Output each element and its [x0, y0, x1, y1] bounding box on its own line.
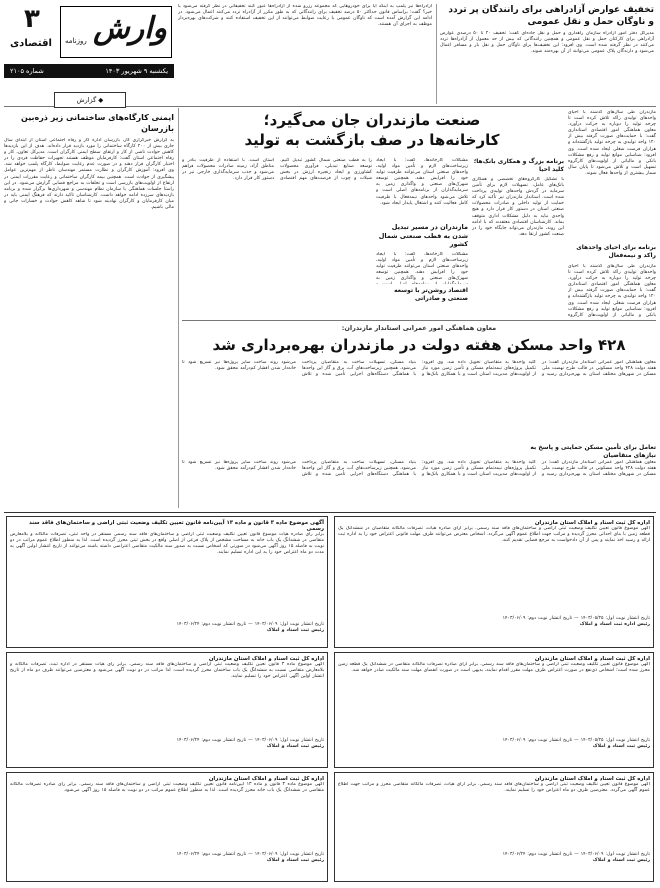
date-line: یکشنبه ۹ شهریور ۱۴۰۳	[105, 67, 168, 75]
notice-signature: رئیس ثبت اسناد و املاک	[266, 858, 324, 864]
masthead	[4, 4, 174, 84]
notice-2	[334, 516, 654, 648]
notice-title: اداره کل ثبت اسناد و املاک استان مازندران	[534, 776, 650, 782]
housing-subhead: تعامل برای تأمین مسکن حمایتی و پاسخ به نیازهای متقاضیان	[530, 444, 656, 459]
main-col4-text: را به قطب صنعتی شمال کشور تبدیل کنیم. توسعه صنایع تبدیلی، فرآوری محصولات کشاورزی و ایجاد زنجیره ارزش در بخش شیلات و چوب از فرصت‌های مهم اقتصادی استان است. با استفاده از ظرفیت بنادر و مناطق آزاد، زمینه صادرات محصولات فراهم می‌شود و جذب سرمایه‌گذاری خارجی نیز در دستور کار قرار دارد.	[182, 158, 372, 182]
notice-6	[334, 772, 654, 882]
notice-body: آگهی موضوع قانون تعیین تکلیف وضعیت ثبتی اراضی و ساختمان‌های فاقد سند رسمی. برابر آرای صادره هیأت، تصرفات مالکانه متقاضیان در ششدانگ یک قطعه زمین با بنای احداثی محرز گردیده و مراتب جهت اطلاع عموم آگهی می‌گردد. اشخاص معترض می‌توانند ظرف مهلت قانونی اعتراض خود را به اداره ثبت ارائه و رسید اخذ نمایند و پس از آن دادخواست به مرجع قضایی تقدیم کنند.	[338, 526, 650, 544]
masthead-bar	[4, 64, 174, 78]
notice-body: آگهی موضوع ماده ۳ قانون و ماده ۱۳ آیین‌نامه قانون تعیین تکلیف وضعیت ثبتی اراضی و ساختمان‌های فاقد سند رسمی. برابر رأی صادره تصرفات مالکانه متقاضی در ششدانگ یک باب خانه محرز گردیده است. لذا به منظور اطلاع عموم مراتب در دو نوبت به فاصله ۱۵ روز آگهی می‌شود.	[10, 782, 324, 794]
report-box	[4, 90, 174, 506]
notice-title: اداره کل ثبت اسناد و املاک استان مازندران	[208, 776, 324, 782]
main-headline-line2: کارخانه‌ها در صف بازگشت به تولید	[244, 131, 500, 149]
main-col2-text: با تشکیل کارگروه‌های تخصصی و همکاری بانک‌های عامل، تسهیلات لازم برای تأمین سرمایه در گردش واحدهای تولیدی پرداخت شده است. استاندار مازندران نیز تأکید کرد که حمایت از تولید داخلی و صادرات محصولات صنعتی استان در دستور کار قرار دارد و هیچ واحدی نباید به دلیل مشکلات اداری متوقف بماند. کارشناسان اقتصادی معتقدند که با ادامه این روند، مازندران می‌تواند جایگاه خود را در صنعت کشور ارتقا دهد.	[472, 177, 564, 237]
housing-headline: ۴۲۸ واحد مسکن هفته دولت در مازندران بهره‌برداری شد	[212, 336, 626, 354]
notice-dates: تاریخ انتشار نوبت اول: ۱۴۰۳/۰۶/۰۹ — تاریخ انتشار نوبت دوم: ۱۴۰۳/۰۶/۲۴	[176, 738, 324, 743]
notice-body: برابر رأی صادره هیأت موضوع قانون تعیین تکلیف وضعیت ثبتی اراضی و ساختمان‌های فاقد سند رسمی مستقر در واحد ثبتی، تصرفات مالکانه و بلامعارض متقاضی در ششدانگ یک باب خانه به مساحت مشخص از پلاک فرعی از اصلی واقع در بخش ثبتی محرز گردیده است. لذا به منظور اطلاع عموم مراتب در دو نوبت به فاصله ۱۵ روز آگهی می‌شود در صورتی که اشخاص نسبت به صدور سند مالکیت متقاضی اعتراضی داشته باشند می‌توانند از تاریخ انتشار اولین آگهی به مدت دو ماه اعتراض خود را به این اداره تسلیم نمایند.	[10, 532, 324, 556]
section-label: اقتصادی	[10, 38, 52, 49]
main-col3-text: مشکلات کارخانه‌ها، گفت: با ایجاد زیرساخت‌های لازم و تأمین مواد اولیه، واحدهای صنعتی استان می‌توانند ظرفیت تولید خود را افزایش دهند. همچنین توسعه شهرک‌های صنعتی و واگذاری زمین به سرمایه‌گذاران از برنامه‌های اصلی است و تلاش می‌شود واحدهای نیمه‌فعال با ظرفیت کامل فعالیت کنند و اشتغال پایدار ایجاد شود.	[376, 158, 468, 206]
main-col1-text: مازندران طی سال‌های گذشته با احیای واحدهای تولیدی راکد تلاش کرده است تا چرخه تولید را دوباره به حرکت درآورد. معاون هماهنگی امور اقتصادی استانداری گفت: با حمایت‌های صورت گرفته بیش از ۱۲۰ واحد تولیدی به چرخه تولید بازگشته‌اند و هزاران فرصت شغلی ایجاد شده است. وی افزود: شناسایی موانع تولید و رفع مشکلات بانکی و مالیاتی از اولویت‌های کارگروه تسهیل است و تلاش می‌شود تا پایان سال شمار بیشتری از واحدها فعال شوند.	[568, 110, 656, 176]
report-label: گزارش	[76, 96, 97, 104]
main-col4	[182, 158, 372, 316]
main-subhead-inner: مازندران در مسیر تبدیل شدن به قطب صنعتی شمال کشور	[378, 223, 468, 248]
main-col1	[568, 110, 656, 316]
logo-text: وارش	[93, 11, 167, 46]
notice-body: آگهی موضوع قانون تعیین تکلیف وضعیت ثبتی اراضی و ساختمان‌های فاقد سند رسمی. برابر آرای هیأت، تصرفات مالکانه متقاضی محرز و مراتب جهت اطلاع عموم آگهی می‌گردد. معترضین ظرف دو ماه اعتراض خود را تسلیم نمایند.	[338, 782, 650, 794]
notice-body: آگهی موضوع قانون تعیین تکلیف وضعیت ثبتی اراضی و ساختمان‌های فاقد سند رسمی. برابر آرای صادره تصرفات مالکانه متقاضی در ششدانگ یک قطعه زمین محرز شده است؛ اشخاص ذی‌نفع در صورت اعتراض ظرف مهلت مقرر اقدام نمایند، بدیهی است در صورت انقضای مهلت سند مالکیت صادر خواهد شد.	[338, 662, 650, 674]
page-number: ۳	[24, 4, 40, 34]
notice-dates: تاریخ انتشار نوبت اول: ۱۴۰۳/۰۶/۰۹ — تاریخ انتشار نوبت دوم: ۱۴۰۳/۰۶/۲۴	[176, 852, 324, 857]
notice-3	[6, 652, 328, 768]
notice-signature: رئیس ثبت اسناد و املاک	[592, 744, 650, 750]
housing-story	[182, 324, 656, 504]
main-col3	[376, 158, 468, 316]
housing-body-b: معاون هماهنگی امور عمرانی استاندار مازندران گفت: در هفته دولت ۴۲۸ واحد مسکونی در قالب طرح نهضت ملی مسکن در شهرهای مختلف استان به بهره‌برداری رسید و کلید واحدها به متقاضیان تحویل داده شد. وی افزود: تکمیل پروژه‌های نیمه‌تمام مسکن و تأمین زمین مورد نیاز از اولویت‌های مدیریت استان است و با همکاری بانک‌ها و بنیاد مسکن، تسهیلات ساخت به متقاضیان پرداخت می‌شود. همچنین زیرساخت‌های آب، برق و گاز این واحدها با هماهنگی دستگاه‌های اجرایی تأمین شده و تلاش می‌شود روند ساخت سایر پروژه‌ها نیز تسریع شود تا خانه‌دار شدن اقشار کم‌درآمد محقق شود.	[182, 460, 656, 478]
main-headline-line1: صنعت مازندران جان می‌گیرد؛	[263, 111, 481, 129]
notice-dates: تاریخ انتشار نوبت اول: ۱۴۰۳/۰۵/۲۵ — تاریخ انتشار نوبت دوم: ۱۴۰۳/۰۶/۰۹	[502, 616, 650, 621]
main-col3-text-b: مشکلات کارخانه‌ها، گفت: با ایجاد زیرساخت‌های لازم و تأمین مواد اولیه، واحدهای صنعتی استان می‌توانند ظرفیت تولید خود را افزایش دهند. همچنین توسعه شهرک‌های صنعتی و واگذاری زمین به	[376, 251, 468, 281]
main-subhead-right: برنامه برای احیای واحدهای راکد و نیمه‌فعال	[576, 244, 656, 259]
main-col2	[472, 158, 564, 316]
main-headline	[182, 110, 562, 156]
main-subhead-mid: برنامه بزرگ و همکاری بانک‌ها؛ کلید احیا	[473, 158, 564, 173]
notice-title: اداره کل ثبت اسناد و املاک استان مازندران	[534, 520, 650, 526]
diamond-icon: ◆	[96, 96, 104, 104]
housing-kicker: معاون هماهنگی امور عمرانی استاندار مازندران:	[341, 324, 497, 332]
notice-4	[334, 652, 654, 768]
notice-title: اداره کل ثبت اسناد و املاک استان مازندران	[534, 656, 650, 662]
notice-title: اداره کل ثبت اسناد و املاک استان مازندران	[208, 656, 324, 662]
notice-signature: رئیس ثبت اسناد و املاک	[266, 628, 324, 634]
notice-dates: تاریخ انتشار نوبت اول: ۱۴۰۳/۰۶/۰۹ — تاریخ انتشار نوبت دوم: ۱۴۰۳/۰۶/۲۴	[176, 622, 324, 627]
notice-signature: رئیس ثبت اسناد و املاک	[592, 858, 650, 864]
notice-title: آگهی موضوع ماده ۳ قانون و ماده ۱۳ آیین‌نامه قانون تعیین تکلیف وضعیت ثبتی اراضی و ساختمان‌های فاقد سند رسمی	[28, 520, 324, 532]
top-article	[440, 4, 654, 104]
notice-dates: تاریخ انتشار نوبت اول: ۱۴۰۳/۰۵/۲۵ — تاریخ انتشار نوبت دوم: ۱۴۰۳/۰۶/۰۹	[502, 738, 650, 743]
housing-body: معاون هماهنگی امور عمرانی استاندار مازندران گفت: در هفته دولت ۴۲۸ واحد مسکونی در قالب طرح نهضت ملی مسکن در شهرهای مختلف استان به بهره‌برداری رسید و کلید واحدها به متقاضیان تحویل داده شد. وی افزود: تکمیل پروژه‌های نیمه‌تمام مسکن و تأمین زمین مورد نیاز از اولویت‌های مدیریت استان است و با همکاری بانک‌ها و بنیاد مسکن، تسهیلات ساخت به متقاضیان پرداخت می‌شود. همچنین زیرساخت‌های آب، برق و گاز این واحدها با هماهنگی دستگاه‌های اجرایی تأمین شده و تلاش می‌شود روند ساخت سایر پروژه‌ها نیز تسریع شود تا خانه‌دار شدن اقشار کم‌درآمد محقق شود.	[182, 360, 656, 378]
top-article-headline: تخفیف عوارض آزادراهی برای رانندگان پر تردد و ناوگان حمل و نقل عمومی	[448, 5, 654, 27]
top-article-body: مدیرکل دفتر امور آزادراه سازمان راهداری و حمل و نقل جاده‌ای گفت: تخفیف ۲۰ تا ۵۰ درصدی عوارض آزادراهی برای کارکنان حمل و نقل عمومی و همچنین رانندگانی که بیش از حد معمول از آزادراه‌ها تردد می‌کنند در نظر گرفته شده است. وی افزود: این تخفیف‌ها برای ناوگان حمل و نقل بار و مسافر اعمال می‌شود و دارندگان پلاک عمومی می‌توانند از آن بهره‌مند شوند.	[440, 31, 654, 55]
notice-signature: رئیس اداره ثبت اسناد و املاک	[579, 622, 650, 628]
issue-line: شماره ۲۱۰۵	[10, 67, 44, 75]
main-col1-text-b: مازندران طی سال‌های گذشته با احیای واحدهای تولیدی راکد تلاش کرده است تا چرخه تولید را دوباره به حرکت درآورد. معاون هماهنگی امور اقتصادی استانداری گفت: با حمایت‌های صورت گرفته بیش از ۱۲۰ واحد تولیدی به چرخه تولید بازگشته‌اند و هزاران فرصت شغلی ایجاد شده است. وی افزود: شناسایی موانع تولید و رفع مشکلات بانکی و مالیاتی از اولویت‌های کارگروه	[568, 264, 656, 318]
logo-sub: روزنامه	[65, 37, 87, 45]
notice-1	[6, 516, 328, 648]
logo	[60, 6, 172, 58]
main-subhead-lower: اقتصاد روشن‌تر با توسعه صنعتی و صادراتی	[394, 286, 468, 302]
notice-dates: تاریخ انتشار نوبت اول: ۱۴۰۳/۰۶/۰۹ — تاریخ انتشار نوبت دوم: ۱۴۰۳/۰۶/۲۴	[502, 852, 650, 857]
top-middle-text: آزادراه‌ها نیز پلمپ به اینکه آیا برای خودروهایی که مجموعه رزرو شده از آزادراه‌ها عبور کنند تخفیفاتی در نظر گرفته می‌شود یا خیر؟ گفت: براساس قانون حداکثر ۵۰ درصد تخفیف برای رانندگانی که به طور مکرر از آزادراه تردد می‌کنند اعمال می‌شود. در ادامه این گزارش آمده است که ناوگان عمومی با رعایت ضوابط می‌توانند از این تخفیف استفاده کنند و شرکت‌های بهره‌بردار موظف به اجرای آن هستند.	[178, 4, 432, 28]
report-label-wrap	[54, 92, 126, 108]
report-title: ایمنی کارگاه‌های ساختمانی زیر ذره‌بین بازرسان	[21, 113, 174, 133]
report-body: به گزارش خبرگزاری کار، بازرسان اداره کار و رفاه اجتماعی استان از ابتدای سال جاری بیش از ۲۰۰ کارگاه ساختمانی را مورد بازدید قرار داده‌اند. هدف از این بازدیدها کاهش حوادث ناشی از کار و ارتقای سطح ایمنی کارگران است. مدیرکل تعاون، کار و رفاه اجتماعی استان گفت: کارفرمایان موظف هستند تجهیزات حفاظت فردی را در اختیار کارگران قرار دهند و در صورت عدم رعایت ضوابط، کارگاه پلمپ خواهد شد. وی افزود: آموزش کارگران و نظارت مستمر مهندسان ناظر از مهم‌ترین عوامل پیشگیری از حوادث است. همچنین بیمه کارگران ساختمانی و رعایت مقررات ایمنی در ارتفاع از اولویت‌های بازرسی است و تخلفات به مراجع قضایی گزارش می‌شود. در این راستا جلسات هماهنگی با سازمان نظام مهندسی و شهرداری‌ها برگزار شده و برنامه بازدیدهای سرزده ادامه خواهد داشت. کارشناسان تاکید دارند که فرهنگ ایمنی باید در میان کارفرمایان و کارگران نهادینه شود تا شاهد کاهش حوادث و خسارات جانی و مالی باشیم.	[4, 138, 174, 211]
notice-5	[6, 772, 328, 882]
notice-signature: رئیس ثبت اسناد و املاک	[266, 744, 324, 750]
notice-body: آگهی موضوع ماده ۳ قانون تعیین تکلیف وضعیت ثبتی اراضی و ساختمان‌های فاقد سند رسمی. برابر رأی هیأت مستقر در اداره ثبت، تصرفات مالکانه و بلامعارض متقاضی نسبت به ششدانگ یک باب ساختمان محرز گردیده است. لذا مراتب در دو نوبت آگهی می‌شود و معترضین می‌توانند ظرف دو ماه از تاریخ انتشار اولین آگهی اعتراض خود را تسلیم نمایند.	[10, 662, 324, 680]
